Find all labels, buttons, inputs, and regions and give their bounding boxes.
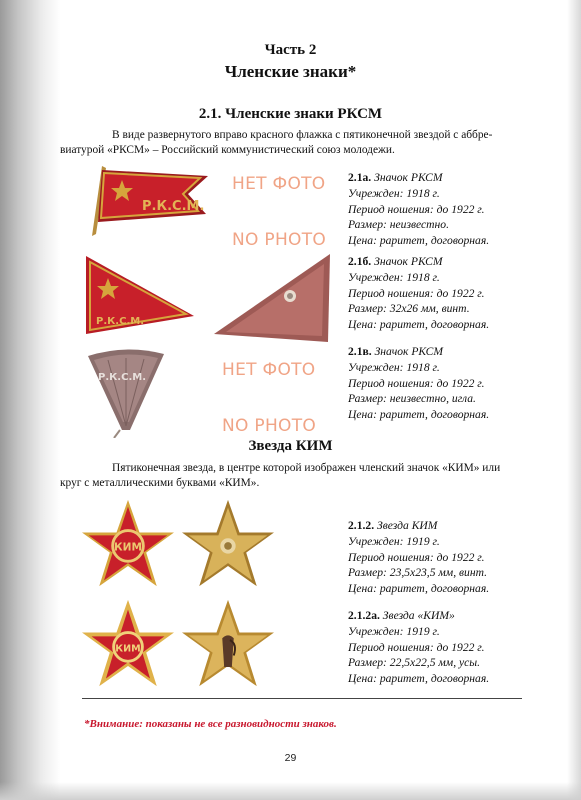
- no-photo-en-2: NO PHOTO: [222, 416, 317, 436]
- entry-period: Период ношения: до 1922 г.: [348, 550, 485, 564]
- entry-established: Учрежден: 1918 г.: [348, 186, 440, 200]
- entry-name: Значок РКСМ: [374, 255, 443, 268]
- entry-2-1v: [348, 344, 489, 423]
- kim-badge-letters: КИМ: [115, 643, 141, 655]
- entry-2-1-2: [348, 518, 489, 597]
- rksm-pennant-badge-front: [82, 252, 200, 344]
- entry-name: Значок РКСМ: [374, 171, 443, 184]
- rksm-pennant-badge-reverse: [208, 250, 336, 346]
- no-photo-ru-1: НЕТ ФОТО: [232, 174, 326, 194]
- section2-intro: [60, 461, 526, 491]
- entry-id: 2.1в.: [348, 345, 372, 358]
- entry-period: Период ношения: до 1922 г.: [348, 640, 485, 654]
- entry-price: Цена: раритет, договорная.: [348, 408, 490, 422]
- kim-gold-star-badge-reverse: [180, 598, 276, 690]
- no-photo-en-1: NO PHOTO: [232, 230, 327, 250]
- entry-established: Учрежден: 1918 г.: [348, 360, 440, 374]
- rksm-badge-letters: Р.К.С.М.: [98, 372, 146, 383]
- entry-name: Значок РКСМ: [374, 345, 443, 358]
- rksm-badge-letters: Р.К.С.М.: [96, 316, 144, 327]
- kim-red-star-badge-front: [80, 498, 176, 590]
- entry-price: Цена: раритет, договорная.: [348, 672, 490, 686]
- entry-established: Учрежден: 1919 г.: [348, 534, 440, 548]
- page-title: Членские знаки*: [224, 62, 357, 81]
- page-edge-shadow: [567, 0, 581, 800]
- part-heading: Часть 2: [264, 42, 317, 58]
- footnote-divider: [82, 698, 522, 699]
- entry-price: Цена: раритет, договорная.: [348, 318, 490, 332]
- entry-size: Размер: неизвестно, игла.: [348, 392, 476, 406]
- entry-2-1b: [348, 254, 489, 333]
- entry-id: 2.1.2.: [348, 519, 375, 532]
- section2-intro-line1: Пятиконечная звезда, в центре которой изображен членский значок «КИМ» или: [112, 462, 501, 474]
- entry-established: Учрежден: 1919 г.: [348, 624, 440, 638]
- section1-title: 2.1. Членские знаки РКСМ: [198, 106, 383, 122]
- entry-established: Учрежден: 1918 г.: [348, 270, 440, 284]
- entry-size: Размер: неизвестно.: [348, 218, 449, 232]
- entry-period: Период ношения: до 1922 г.: [348, 286, 485, 300]
- kim-badge-letters: КИМ: [114, 541, 142, 554]
- entry-id: 2.1б.: [348, 255, 372, 268]
- page-bottom-shadow: [0, 782, 581, 800]
- entry-size: Размер: 32х26 мм, винт.: [348, 302, 470, 316]
- entry-2-1-2a: [348, 608, 489, 687]
- no-photo-ru-2: НЕТ ФОТО: [222, 360, 316, 380]
- rksm-badge-letters: Р.К.С.М.: [142, 199, 205, 214]
- page-number: 29: [284, 752, 297, 764]
- page-binding-shadow: [0, 0, 60, 800]
- entry-id: 2.1а.: [348, 171, 372, 184]
- kim-gold-star-badge-front: [80, 598, 176, 690]
- entry-period: Период ношения: до 1922 г.: [348, 376, 485, 390]
- section1-intro-line1: В виде развернутого вправо красного флажка с пятиконечной звездой с аббре-: [112, 129, 493, 141]
- entry-period: Период ношения: до 1922 г.: [348, 202, 485, 216]
- entry-size: Размер: 22,5х22,5 мм, усы.: [348, 656, 481, 670]
- kim-star-badge-reverse: [180, 498, 276, 590]
- entry-id: 2.1.2а.: [348, 609, 380, 622]
- section1-intro-line2: виатурой «РКСМ» – Российский коммунистический союз молодежи.: [60, 144, 395, 156]
- section1-intro: [60, 128, 526, 158]
- entry-price: Цена: раритет, договорная.: [348, 234, 490, 248]
- section2-title: Звезда КИМ: [248, 438, 333, 454]
- section2-intro-line2: круг с металлическими буквами «КИМ».: [60, 477, 260, 489]
- entry-name: Звезда «КИМ»: [382, 609, 455, 622]
- entry-price: Цена: раритет, договорная.: [348, 582, 490, 596]
- rksm-fan-badge-2-1v: [84, 346, 168, 438]
- entry-2-1a: [348, 170, 489, 249]
- entry-size: Размер: 23,5х23,5 мм, винт.: [348, 566, 487, 580]
- footnote: *Внимание: показаны не все разновидности знаков.: [84, 718, 337, 730]
- rksm-flag-badge-2-1a: [84, 164, 214, 250]
- entry-name: Звезда КИМ: [377, 519, 438, 532]
